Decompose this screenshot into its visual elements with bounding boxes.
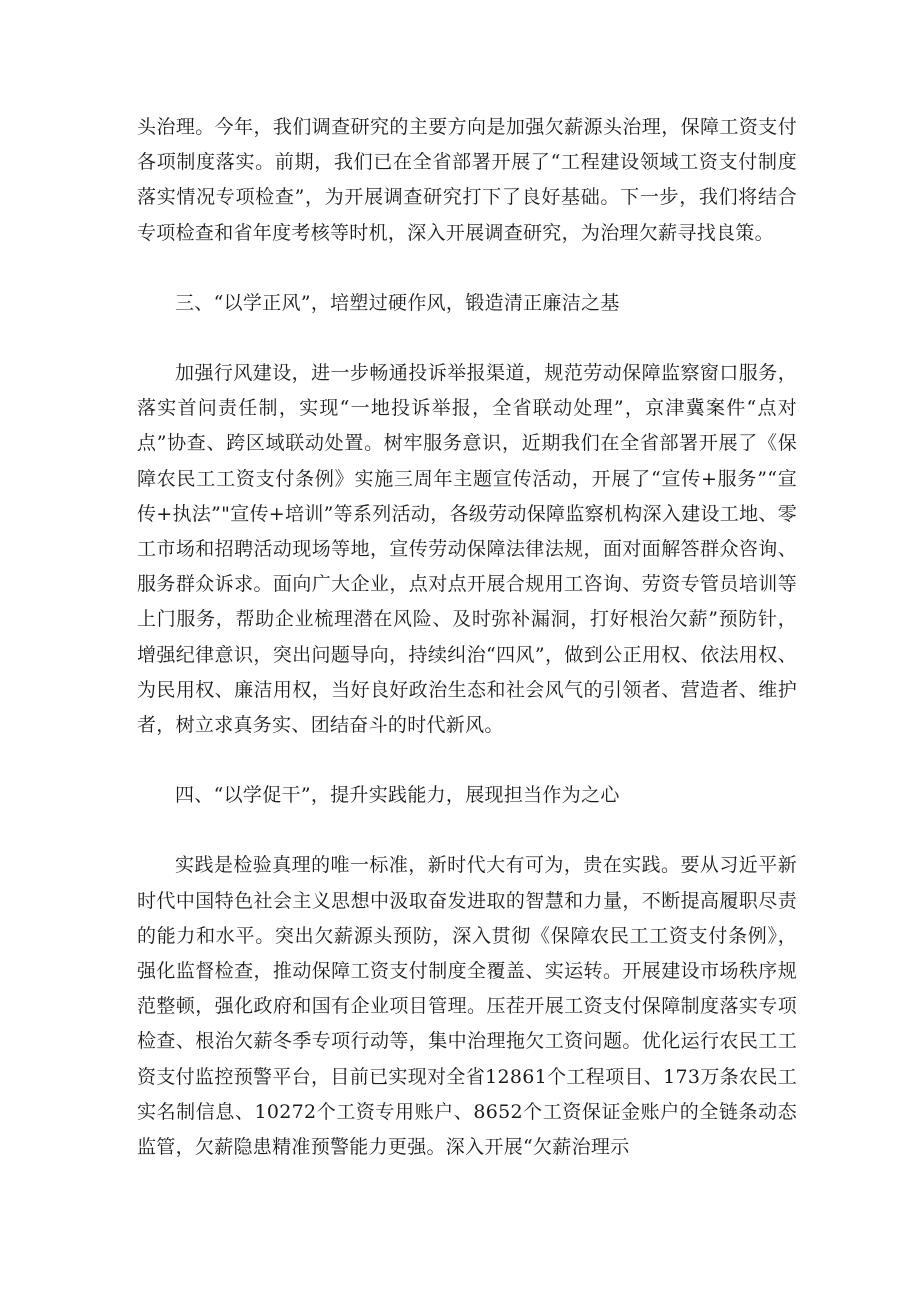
document-body: [137, 110, 797, 1165]
paragraph-2: 加强行风建设，进一步畅通投诉举报渠道，规范劳动保障监察窗口服务，落实首问责任制，实现“一地投诉举报，全省联动处理”，京津冀案件“点对点”协查、跨区域联动处置。树牢服务意识，近期我们在全省部署开展了《保障农民工工资支付条例》实施三周年主题宣传活动，开展了“宣传+服务”“宣传+执法”"宣传+培训”等系列活动，各级劳动保障监察机构深入建设工地、零工市场和招聘活动现场等地，宣传劳动保障法律法规，面对面解答群众咨询、服务群众诉求。面向广大企业，点对点开展合规用工咨询、劳资专管员培训等上门服务，帮助企业梳理潜在风险、及时弥补漏洞，打好根治欠薪”预防针，增强纪律意识，突出问题导向，持续纠治“四风”，做到公正用权、依法用权、为民用权、廉洁用权，当好良好政治生态和社会风气的引领者、营造者、维护者，树立求真务实、团结奋斗的时代新风。: [137, 362, 797, 737]
paragraph-gap: [137, 743, 797, 778]
section-heading-3: 三、“以学正风”，培塑过硬作风，锻造清正廉洁之基: [175, 291, 620, 314]
paragraph-3: 实践是检验真理的唯一标准，新时代大有可为，贵在实践。要从习近平新时代中国特色社会主义思想中汲取奋发进取的智慧和力量，不断提高履职尽责的能力和水平。突出欠薪源头预防，深入贯彻《保障农民工工资支付条例》，强化监督检查，推动保障工资支付制度全覆盖、实运转。开展建设市场秩序规范整顿，强化政府和国有企业项目管理。压茬开展工资支付保障制度落实专项检查、根治欠薪冬季专项行动等，集中治理拖欠工资问题。优化运行农民工工资支付监控预警平台，目前已实现对全省12861个工程项目、173万条农民工实名制信息、10272个工资专用账户、8652个工资保证金账户的全链条动态监管，欠薪隐患精准预警能力更强。深入开展“欠薪治理示: [137, 854, 797, 1159]
paragraph-gap: [137, 251, 797, 286]
paragraph-1: 头治理。今年，我们调查研究的主要方向是加强欠薪源头治理，保障工资支付各项制度落实。前期，我们已在全省部署开展了“工程建设领域工资支付制度落实情况专项检查”，为开展调查研究打下了良好基础。下一步，我们将结合专项检查和省年度考核等时机，深入开展调查研究，为治理欠薪寻找良策。: [137, 116, 797, 244]
paragraph-gap: [137, 321, 797, 356]
paragraph-gap: [137, 813, 797, 848]
section-heading-4: 四、“以学促干”，提升实践能力，展现担当作为之心: [175, 784, 620, 807]
